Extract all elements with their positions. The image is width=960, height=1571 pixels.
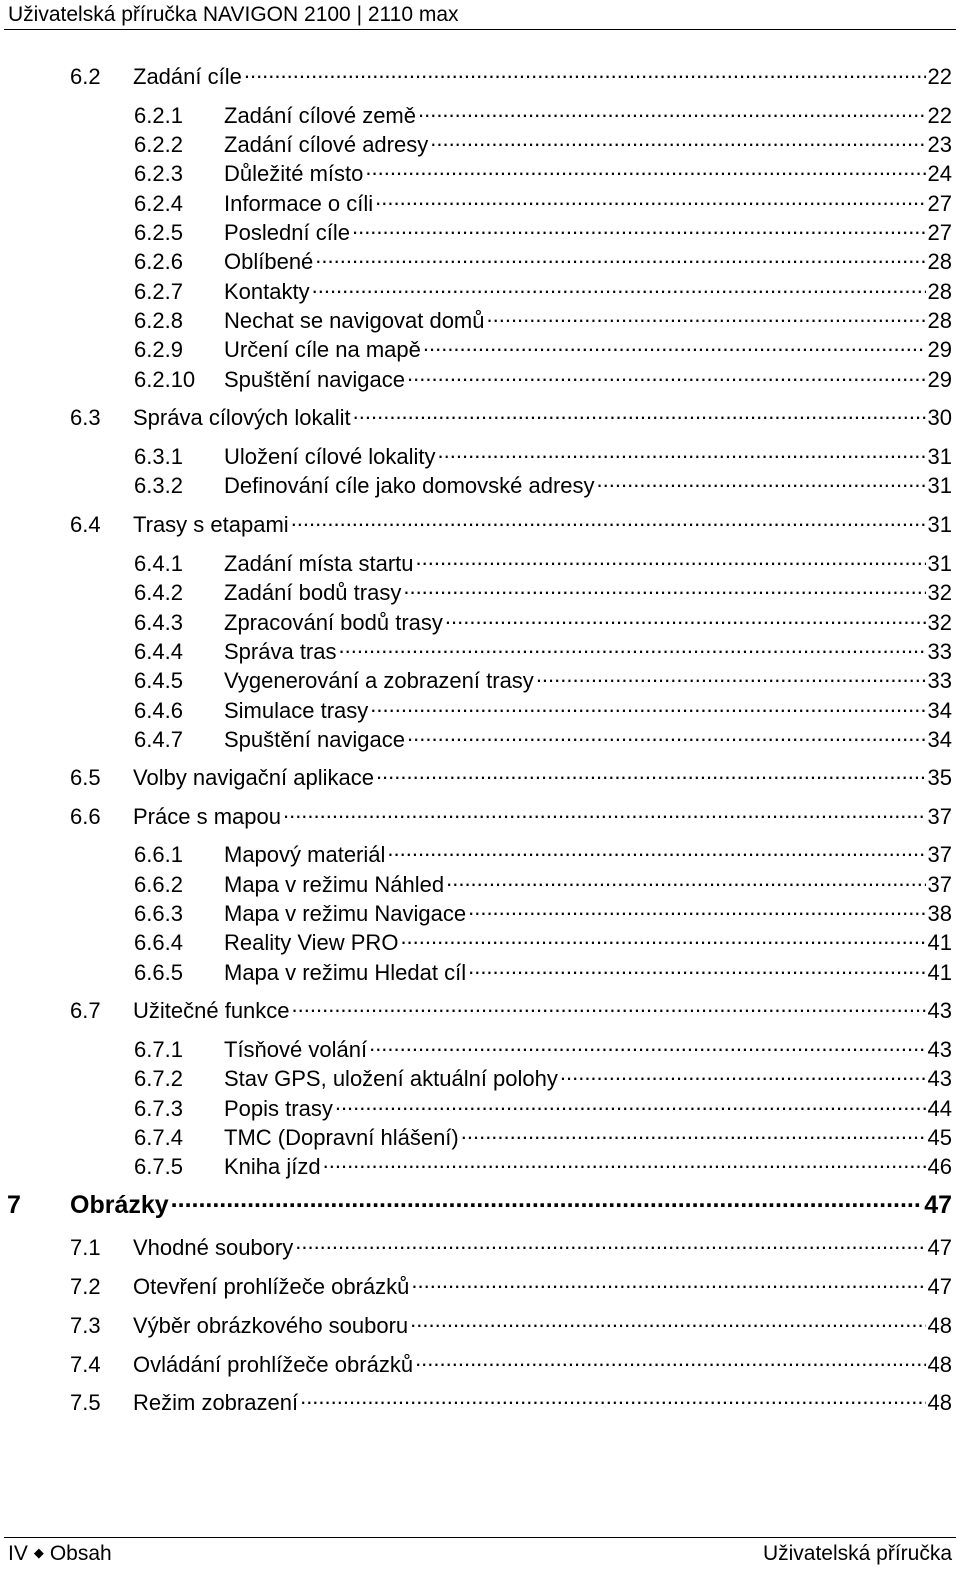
toc-entry-title: Tísňové volání [224,1037,368,1062]
toc-entry-title: Reality View PRO [224,930,399,955]
toc-entry[interactable] [70,802,952,832]
toc-entry-page: 32 [927,580,952,605]
toc-entry-page: 31 [927,512,952,537]
toc-entry-page: 27 [927,191,952,216]
dot-leader [353,403,926,433]
toc-entry-page: 37 [927,804,952,829]
toc-entry-page: 22 [927,64,952,89]
toc-entry-page: 43 [927,998,952,1023]
toc-entry-number: 7.4 [70,1352,101,1377]
dot-leader [430,130,925,160]
dot-leader [370,696,925,726]
dot-leader [468,899,925,929]
dot-leader [416,549,926,579]
dot-leader [487,306,926,336]
toc-entry-page: 38 [927,901,952,926]
dot-leader [335,1094,926,1124]
dot-leader [369,1035,925,1065]
toc-entry-number: 6.6.1 [134,842,183,867]
dot-leader [365,159,925,189]
toc-entry-page: 31 [927,551,952,576]
dot-leader [403,578,925,608]
toc-entry-number: 6.4.6 [134,698,183,723]
toc-entry-page: 33 [927,639,952,664]
toc-entry-title: Stav GPS, uložení aktuální polohy [224,1066,558,1091]
dot-leader [400,928,925,958]
toc-entry-page: 37 [927,872,952,897]
footer-left [8,1542,112,1566]
toc-entry-title: Mapa v režimu Hledat cíl [224,960,467,985]
toc-entry-title: Ovládání prohlížeče obrázků [133,1352,414,1377]
toc-entry-page: 48 [927,1390,952,1415]
toc-entry-number: 6.7.1 [134,1037,183,1062]
toc-entry-page: 28 [927,308,952,333]
dot-leader [407,725,925,755]
toc-entry-title: Kniha jízd [224,1154,321,1179]
toc-entry-title: Vygenerování a zobrazení trasy [224,668,534,693]
toc-entry-number: 6.6.5 [134,960,183,985]
toc-entry-number: 6.7.3 [134,1096,183,1121]
toc-entry-title: Režim zobrazení [133,1390,299,1415]
dot-leader [468,958,925,988]
toc-entry-page: 24 [927,161,952,186]
footer-manual-title: Uživatelská příručka [762,1542,952,1565]
toc-entry[interactable] [7,1190,952,1220]
toc-entry-page: 22 [927,103,952,128]
toc-entry[interactable] [134,306,952,336]
toc-entry[interactable] [134,442,952,472]
toc-entry-page: 30 [927,405,952,430]
toc-entry[interactable] [134,365,952,395]
toc-entry[interactable] [134,958,952,988]
toc-entry-number: 7.5 [70,1390,101,1415]
toc-entry-title: Mapový materiál [224,842,386,867]
toc-entry[interactable] [70,763,952,793]
toc-entry-title: Uložení cílové lokality [224,444,436,469]
toc-entry-title: Zadání cíle [133,64,242,89]
toc-entry[interactable] [134,277,952,307]
toc-entry-page: 28 [927,249,952,274]
toc-entry-number: 6.4.5 [134,668,183,693]
toc-entry-title: Výběr obrázkového souboru [133,1313,409,1338]
toc-entry-number: 6.5 [70,765,101,790]
dot-leader [597,471,926,501]
dot-leader [244,62,926,92]
toc-entry-number: 6.4.3 [134,610,183,635]
toc-entry-title: Spuštění navigace [224,367,406,392]
toc-entry-page: 33 [927,668,952,693]
dot-leader [376,763,926,793]
toc-entry[interactable] [134,101,952,131]
toc-entry[interactable] [134,870,952,900]
dot-leader [415,1350,925,1380]
toc-entry-number: 6.7.5 [134,1154,183,1179]
toc-entry[interactable] [70,403,952,433]
toc-entry[interactable] [134,608,952,638]
footer-page-number: IV [8,1542,28,1565]
toc-entry[interactable] [134,335,952,365]
toc-entry[interactable] [70,62,952,92]
dot-leader [323,1152,926,1182]
toc-entry[interactable] [134,247,952,277]
toc-entry-number: 6.7.4 [134,1125,183,1150]
toc-entry-page: 31 [927,473,952,498]
toc-entry-page: 43 [927,1066,952,1091]
diamond-icon: ◆ [33,1545,44,1560]
toc-entry-number: 6.2.7 [134,279,183,304]
toc-entry-number: 7 [7,1191,21,1219]
toc-entry-title: Otevření prohlížeče obrázků [133,1274,410,1299]
toc-entry-title: Simulace trasy [224,698,369,723]
toc-entry-page: 45 [927,1125,952,1150]
toc-entry[interactable] [134,130,952,160]
toc-entry-title: Volby navigační aplikace [133,765,374,790]
dot-leader [312,277,926,307]
toc-entry-page: 48 [927,1313,952,1338]
toc-entry-number: 6.2.9 [134,337,183,362]
toc-entry-page: 41 [927,960,952,985]
toc-entry-page: 23 [927,132,952,157]
document-title: Uživatelská příručka NAVIGON 2100 | 2110 max [8,3,459,26]
toc-entry-number: 6.2 [70,64,101,89]
toc-entry-title: Spuštění navigace [224,727,406,752]
dot-leader [387,840,925,870]
toc-entry[interactable] [70,1311,952,1341]
dot-leader [423,335,926,365]
dot-leader [339,637,926,667]
toc-entry[interactable] [134,189,952,219]
toc-entry-page: 47 [927,1235,952,1260]
toc-entry-number: 6.4.2 [134,580,183,605]
dot-leader [315,247,925,277]
toc-entry-title: Zadání bodů trasy [224,580,402,605]
toc-entry-number: 7.2 [70,1274,101,1299]
dot-leader [446,870,925,900]
toc-entry-number: 6.2.2 [134,132,183,157]
toc-entry-page: 47 [927,1274,952,1299]
toc-entry[interactable] [134,637,952,667]
toc-entry[interactable] [70,1233,952,1263]
toc-entry[interactable] [134,1094,952,1124]
toc-entry-number: 6.4.7 [134,727,183,752]
toc-entry-title: Užitečné funkce [133,998,290,1023]
toc-entry-page: 27 [927,220,952,245]
toc-entry-title: Zadání cílové adresy [224,132,429,157]
toc-entry-number: 6.2.6 [134,249,183,274]
toc-entry-title: Určení cíle na mapě [224,337,421,362]
toc-entry-page: 48 [927,1352,952,1377]
toc-entry-title: Důležité místo [224,161,364,186]
toc-entry-title: Mapa v režimu Náhled [224,872,445,897]
dot-leader [375,189,925,219]
toc-entry-page: 37 [927,842,952,867]
toc-entry-title: Trasy s etapami [133,512,289,537]
toc-entry[interactable] [134,666,952,696]
toc-entry[interactable] [134,471,952,501]
toc-entry-number: 6.2.4 [134,191,183,216]
toc-entry[interactable] [134,725,952,755]
toc-entry-number: 6.6.2 [134,872,183,897]
toc-entry-number: 6.6.3 [134,901,183,926]
dot-leader [536,666,926,696]
toc-entry-page: 28 [927,279,952,304]
dot-leader [560,1064,926,1094]
toc-entry-number: 6.4 [70,512,101,537]
toc-entry-number: 7.3 [70,1313,101,1338]
dot-leader [352,218,926,248]
toc-entry[interactable] [134,1035,952,1065]
toc-entry[interactable] [134,1152,952,1182]
toc-entry-page: 32 [927,610,952,635]
toc-entry-page: 34 [927,727,952,752]
dot-leader [407,365,925,395]
toc-entry-number: 6.3.2 [134,473,183,498]
toc-entry-number: 6.2.3 [134,161,183,186]
toc-entry[interactable] [134,840,952,870]
toc-entry-number: 6.3 [70,405,101,430]
toc-entry[interactable] [134,1064,952,1094]
toc-entry[interactable] [134,928,952,958]
dot-leader [438,442,926,472]
toc-entry-number: 6.3.1 [134,444,183,469]
toc-entry[interactable] [70,1388,952,1418]
toc-entry[interactable] [70,1350,952,1380]
toc-entry-title: Správa cílových lokalit [133,405,351,430]
toc-entry-page: 41 [927,930,952,955]
toc-entry-page: 29 [927,337,952,362]
toc-entry-page: 46 [927,1154,952,1179]
toc-entry-page: 31 [927,444,952,469]
footer-divider [4,1537,956,1538]
toc-entry-title: Oblíbené [224,249,314,274]
toc-entry-page: 43 [927,1037,952,1062]
toc-entry-title: Kontakty [224,279,310,304]
toc-entry[interactable] [134,578,952,608]
toc-entry-number: 6.4.1 [134,551,183,576]
toc-entry-number: 6.6 [70,804,101,829]
toc-entry-title: Vhodné soubory [133,1235,294,1260]
footer-section-name: Obsah [49,1542,112,1565]
dot-leader [300,1388,925,1418]
toc-entry-number: 6.2.1 [134,103,183,128]
toc-entry-number: 6.4.4 [134,639,183,664]
toc-entry-page: 47 [924,1191,952,1219]
toc-entry-number: 6.2.5 [134,220,183,245]
toc-entry-title: Poslední cíle [224,220,350,245]
toc-entry-title: Zadání cílové země [224,103,416,128]
toc-entry-number: 7.1 [70,1235,101,1260]
dot-leader [171,1190,923,1220]
toc-entry[interactable] [70,510,952,540]
toc-entry-page: 29 [927,367,952,392]
toc-entry-number: 6.2.8 [134,308,183,333]
toc-entry[interactable] [70,996,952,1026]
toc-entry-title: Informace o cíli [224,191,374,216]
toc-entry-title: Správa tras [224,639,337,664]
toc-entry-title: Práce s mapou [133,804,281,829]
toc-entry-title: TMC (Dopravní hlášení) [224,1125,459,1150]
toc-entry-page: 35 [927,765,952,790]
dot-leader [292,996,926,1026]
toc-entry-title: Nechat se navigovat domů [224,308,485,333]
dot-leader [295,1233,925,1263]
dot-leader [410,1311,925,1341]
toc-entry[interactable] [134,696,952,726]
toc-entry-number: 6.6.4 [134,930,183,955]
dot-leader [291,510,926,540]
toc-entry-title: Obrázky [70,1191,169,1219]
dot-leader [411,1272,925,1302]
toc-entry[interactable] [134,899,952,929]
toc-entry-page: 34 [927,698,952,723]
dot-leader [418,101,926,131]
toc-entry-title: Mapa v režimu Navigace [224,901,467,926]
dot-leader [461,1123,926,1153]
toc-entry-number: 6.2.10 [134,367,196,392]
toc-entry[interactable] [134,159,952,189]
toc-entry-title: Popis trasy [224,1096,333,1121]
toc-entry-page: 44 [927,1096,952,1121]
toc-entry-title: Zpracování bodů trasy [224,610,443,635]
toc-entry[interactable] [134,549,952,579]
dot-leader [283,802,926,832]
toc-entry-title: Zadání místa startu [224,551,414,576]
toc-entry-number: 6.7 [70,998,101,1023]
toc-entry-title: Definování cíle jako domovské adresy [224,473,595,498]
toc-entry[interactable] [134,218,952,248]
toc-entry[interactable] [70,1272,952,1302]
toc-entry-number: 6.7.2 [134,1066,183,1091]
toc-entry[interactable] [134,1123,952,1153]
dot-leader [445,608,926,638]
